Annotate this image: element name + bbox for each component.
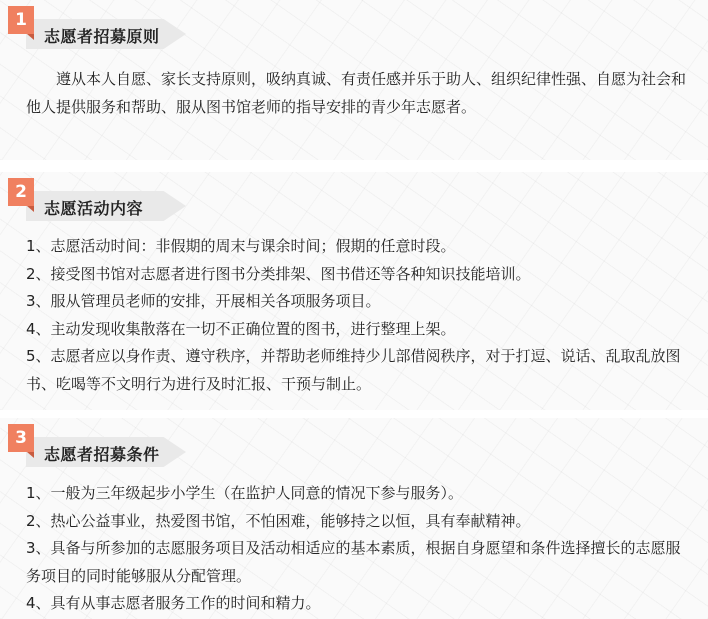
- section-number-badge: 1: [8, 6, 34, 34]
- section-number-badge: 2: [8, 178, 34, 206]
- principle-paragraph: 遵从本人自愿、家长支持原则，吸纳真诚、有责任感并乐于助人、组织纪律性强、自愿为社会和他人提供服务和帮助、服从图书馆老师的指导安排的青少年志愿者。: [26, 70, 687, 116]
- list-item: 4、具有从事志愿者服务工作的时间和精力。: [26, 594, 321, 612]
- section-title: 志愿活动内容: [44, 199, 144, 218]
- section-title: 志愿者招募条件: [44, 445, 160, 464]
- section-body: [26, 233, 686, 398]
- section-recruitment-conditions: [0, 418, 708, 619]
- list-item: 2、热心公益事业，热爱图书馆，不怕困难，能够持之以恒，具有奉献精神。: [26, 511, 531, 530]
- section-header: [8, 424, 198, 468]
- list-item: 5、志愿者应以身作责、遵守秩序，并帮助老师维持少儿部借阅秩序，对于打逗、说话、乱取乱放图书、吃喝等不文明行为进行及时汇报、干预与制止。: [26, 347, 681, 393]
- list-item: 1、志愿活动时间：非假期的周末与课余时间；假期的任意时段。: [26, 237, 456, 255]
- list-item: 3、具备与所参加的志愿服务项目及活动相适应的基本素质，根据自身愿望和条件选择擅长的志愿服务项目的同时能够服从分配管理。: [26, 539, 681, 585]
- section-activity-content: [0, 172, 708, 410]
- section-recruitment-principles: [0, 0, 708, 160]
- section-header: [8, 178, 198, 222]
- list-item: 1、一般为三年级起步小学生（在监护人同意的情况下参与服务）。: [26, 484, 464, 502]
- list-item: 2、接受图书馆对志愿者进行图书分类排架、图书借还等各种知识技能培训。: [26, 264, 531, 283]
- section-body: [26, 480, 686, 618]
- section-title: 志愿者招募原则: [44, 27, 160, 46]
- list-item: 4、主动发现收集散落在一切不正确位置的图书，进行整理上架。: [26, 319, 456, 338]
- section-body: [26, 66, 686, 121]
- section-number-badge: 3: [8, 424, 34, 452]
- section-header: [8, 6, 198, 50]
- list-item: 3、服从管理员老师的安排，开展相关各项服务项目。: [26, 292, 381, 310]
